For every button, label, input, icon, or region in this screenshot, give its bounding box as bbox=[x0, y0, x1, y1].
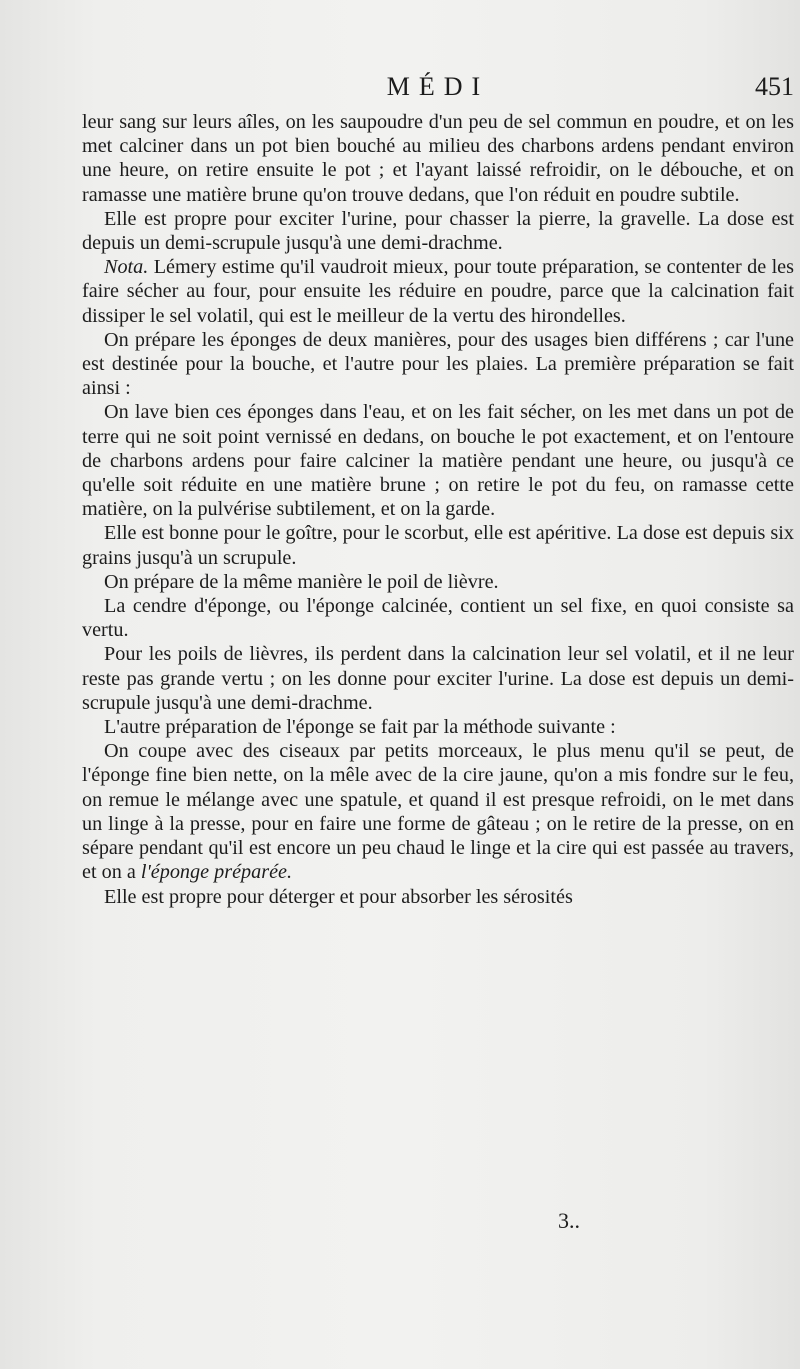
paragraph-nota bbox=[82, 255, 794, 328]
paragraph-2: Elle est propre pour exciter l'urine, pour chasser la pierre, la gravelle. La dose est depuis un demi-scrupule jusqu'à une demi-drachme. bbox=[82, 207, 794, 255]
paragraph-4: On prépare les éponges de deux manières, pour des usages bien différens ; car l'une est destinée pour la bouche, et l'autre pour les plaies. La première préparation se fait ainsi : bbox=[82, 328, 794, 400]
paragraph-6: Elle est bonne pour le goître, pour le scorbut, elle est apéritive. La dose est depuis six grains jusqu'à un scrupule. bbox=[82, 522, 794, 569]
paragraph-1: leur sang sur leurs aîles, on les saupoudre d'un peu de sel commun en poudre, et on les met calciner dans un pot bien bouché au milieu des charbons ardens pendant environ une heure, on retire ensuite le pot ; et l'ayant laissé refroidir, on le débouche, et on ramasse une matière brune qu'on trouve dedans, que l'on réduit en poudre subtile. bbox=[82, 111, 794, 206]
paragraph-9: Pour les poils de lièvres, ils perdent dans la calcination leur sel volatil, et il ne leur reste pas grande vertu ; on les donne pour exciter l'urine. La dose est depuis un demi-scrupule jusqu'à une demi-drachme. bbox=[82, 643, 794, 714]
paragraph-11-text: On coupe avec des ciseaux par petits morceaux, le plus menu qu'il se peut, de l'éponge fine bien nette, on la mêle avec de la cire jaune, qu'on a mis fondre sur le feu, on remue le mélange avec une spatule, et quand il est presque refroidi, on le met dans un linge à la presse, pour en faire une forme de gâteau ; on le retire de la presse, on en sépare pendant qu'il est encore un peu chaud le linge et la cire qui est passée au travers, et on a bbox=[82, 740, 794, 884]
nota-text: Lémery estime qu'il vaudroit mieux, pour toute préparation, se contenter de les faire sécher au four, pour ensuite les réduire en poudre, parce que la calcination fait dissiper le sel volatil, qui est le meilleur de la vertu des hirondelles. bbox=[82, 256, 794, 327]
catchword: 3.. bbox=[558, 1208, 580, 1233]
paragraph-8: La cendre d'éponge, ou l'éponge calcinée, contient un sel fixe, en quoi consiste sa vertu. bbox=[82, 595, 794, 642]
page-number: 451 bbox=[755, 72, 794, 101]
paragraph-11 bbox=[82, 739, 794, 884]
body-text bbox=[82, 110, 794, 909]
paragraph-10: L'autre préparation de l'éponge se fait par la méthode suivante : bbox=[104, 716, 616, 739]
running-title: MÉDI bbox=[386, 72, 490, 101]
paragraph-5: On lave bien ces éponges dans l'eau, et on les fait sécher, on les met dans un pot de terre qui ne soit point vernissé en dedans, on bouche le pot exactement, et on l'entoure de charbons ardens pour faire calciner la matière pendant une heure, ou jusqu'à ce qu'elle soit réduite en une matière brune ; on retire le pot du feu, on ramasse cette matière, on la pulvérise subtilement, et on la garde. bbox=[82, 401, 794, 521]
page-header bbox=[82, 72, 794, 106]
nota-label: Nota. bbox=[104, 256, 149, 279]
paragraph-7: On prépare de la même manière le poil de lièvre. bbox=[104, 570, 499, 593]
eponge-preparee-emphasis: l'éponge préparée. bbox=[140, 861, 293, 884]
paragraph-12: Elle est propre pour déterger et pour absorber les sérosités bbox=[104, 885, 573, 908]
